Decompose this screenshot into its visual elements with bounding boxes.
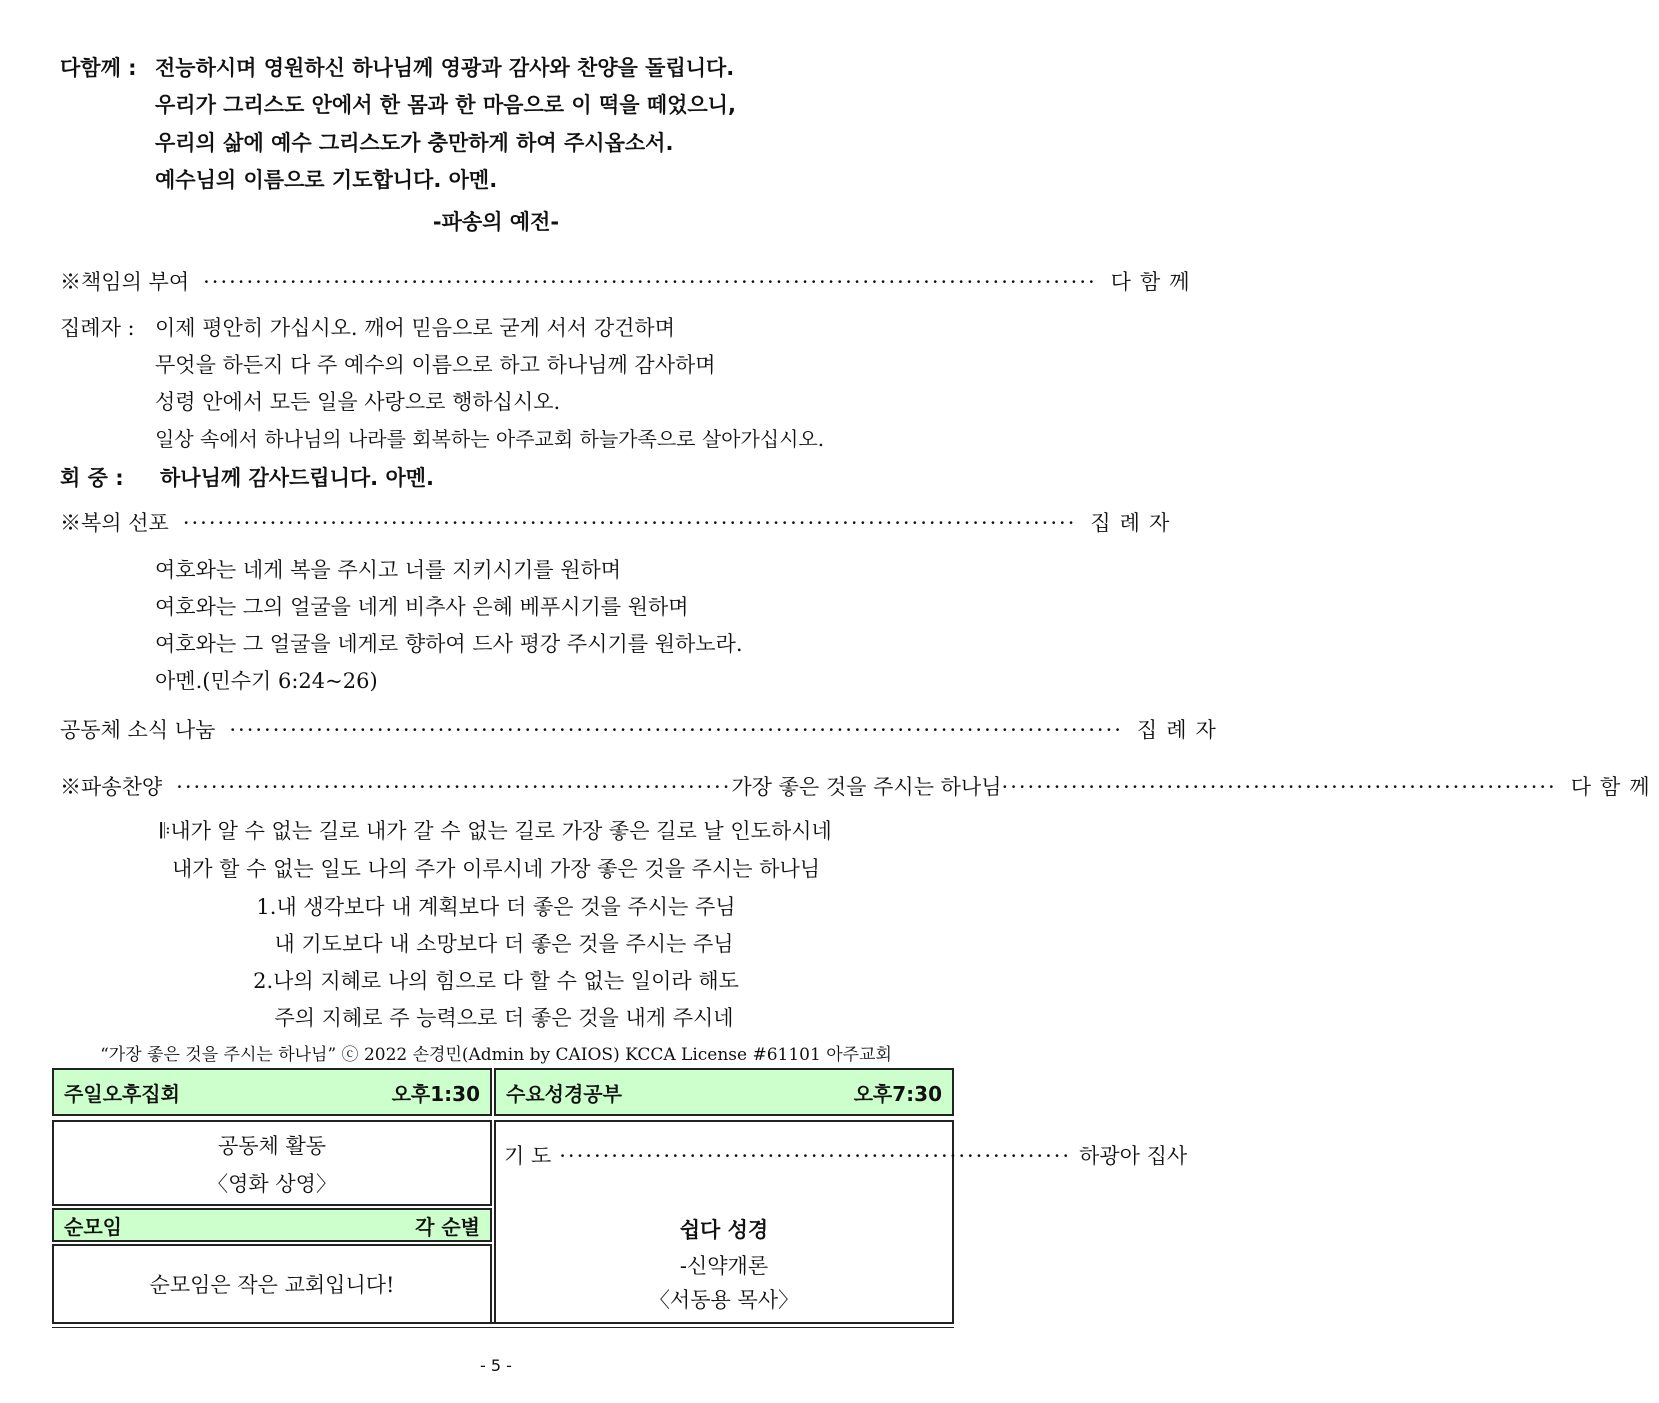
congregation-text: 하나님께 감사드립니다. 아멘. — [160, 466, 435, 490]
wednesday-time: 오후7:30 — [853, 1081, 942, 1106]
wednesday-title: 수요성경공부 — [506, 1081, 622, 1106]
hymn-row — [60, 771, 1659, 801]
news-label: 공동체 소식 나눔 — [60, 718, 216, 742]
hymn-title: 가장 좋은 것을 주시는 하나님 — [731, 775, 1002, 799]
sunday-line-2: 〈영화 상영〉 — [207, 1172, 337, 1196]
commission-label: ※책임의 부여 — [60, 270, 190, 294]
hymn-copyright: “가장 좋은 것을 주시는 하나님” ⓒ 2022 손경민(Admin by CAIOS) KCCA License #61101 아주교회 — [100, 1045, 892, 1065]
hymn-line-2: 내가 할 수 없는 일도 나의 주가 이루시네 가장 좋은 것을 주시는 하나님 — [171, 857, 821, 881]
congregation-speaker: 회 중 : — [60, 466, 124, 490]
leader-line-1: 이제 평안히 가십시오. 깨어 믿음으로 굳게 서서 강건하며 — [155, 316, 675, 340]
wednesday-prayer-row — [504, 1140, 1188, 1170]
leader-dots: ······································································································· — [229, 718, 1123, 742]
sunday-header — [52, 1068, 492, 1116]
leader-dots: ································································ — [1001, 775, 1557, 799]
leader-dots: ··························································· — [559, 1144, 1072, 1168]
sunday-body — [52, 1120, 492, 1206]
small-group-title: 순모임 — [64, 1214, 122, 1239]
leader-speaker: 집례자 : — [60, 316, 135, 340]
news-who: 집례자 — [1136, 718, 1225, 742]
leader-dots: ······································································································· — [182, 511, 1077, 535]
benediction-line-1: 여호와는 네게 복을 주시고 너를 지키시기를 원하며 — [155, 558, 622, 582]
benediction-line-2: 여호와는 그의 얼굴을 네게 비추사 은혜 베푸시기를 원하며 — [155, 595, 689, 619]
hymn-line-5: 2.나의 지혜로 나의 힘으로 다 할 수 없는 일이라 해도 — [253, 969, 739, 993]
benediction-line-3: 여호와는 그 얼굴을 네게로 향하여 드사 평강 주시기를 원하노라. — [155, 632, 743, 656]
prayer-line-1: 전능하시며 영원하신 하나님께 영광과 감사와 찬양을 돌립니다. — [155, 56, 735, 80]
sunday-line-1: 공동체 활동 — [217, 1134, 327, 1158]
small-group-body — [52, 1244, 492, 1324]
section-title: -파송의 예전- — [432, 210, 560, 234]
leader-dots: ······································································································· — [203, 270, 1097, 294]
news-row — [60, 714, 1225, 744]
benediction-line-4: 아멘.(민수기 6:24~26) — [155, 669, 378, 693]
hymn-line-6: 주의 지혜로 주 능력으로 더 좋은 것을 내게 주시네 — [274, 1006, 734, 1030]
benediction-row — [60, 507, 1179, 537]
page-number: - 5 - — [480, 1356, 512, 1375]
wednesday-header — [494, 1068, 954, 1116]
leader-line-4: 일상 속에서 하나님의 나라를 회복하는 아주교회 하늘가족으로 살아가십시오. — [155, 427, 825, 451]
sunday-time: 오후1:30 — [391, 1081, 480, 1106]
small-group-header — [52, 1208, 492, 1242]
wednesday-prayer-who: 하광아 집사 — [1079, 1144, 1188, 1168]
leader-dots: ································································ — [176, 775, 732, 799]
prayer-line-2: 우리가 그리스도 안에서 한 몸과 한 마음으로 이 떡을 떼었으니, — [155, 93, 736, 117]
bottom-rule — [52, 1322, 954, 1328]
small-group-right: 각 순별 — [415, 1214, 480, 1239]
small-group-text: 순모임은 작은 교회입니다! — [149, 1273, 395, 1297]
study-by: 〈서동용 목사〉 — [648, 1288, 800, 1312]
hymn-label: ※파송찬양 — [60, 775, 163, 799]
commission-row — [60, 266, 1199, 296]
hymn-line-3: 1.내 생각보다 내 계획보다 더 좋은 것을 주시는 주님 — [256, 895, 736, 919]
leader-line-2: 무엇을 하든지 다 주 예수의 이름으로 하고 하나님께 감사하며 — [155, 353, 716, 377]
schedule-grid — [52, 1068, 1188, 1326]
benediction-who: 집례자 — [1090, 511, 1179, 535]
commission-who: 다함께 — [1110, 270, 1199, 294]
prayer-line-4: 예수님의 이름으로 기도합니다. 아멘. — [155, 168, 498, 192]
prayer-speaker: 다함께 : — [60, 56, 137, 80]
sunday-title: 주일오후집회 — [64, 1081, 180, 1106]
hymn-who: 다함께 — [1570, 775, 1659, 799]
wednesday-prayer-label: 기 도 — [504, 1144, 552, 1168]
hymn-line-1: 𝄆내가 알 수 없는 길로 내가 갈 수 없는 길로 가장 좋은 길로 날 인도하시네 — [160, 819, 832, 843]
wednesday-body — [494, 1120, 1188, 1324]
study-sub: -신약개론 — [679, 1254, 769, 1278]
hymn-line-4: 내 기도보다 내 소망보다 더 좋은 것을 주시는 주님 — [274, 932, 734, 956]
prayer-line-3: 우리의 삶에 예수 그리스도가 충만하게 하여 주시옵소서. — [155, 131, 674, 155]
hymn-leader — [176, 771, 1557, 801]
study-title: 쉽다 성경 — [679, 1218, 769, 1242]
leader-line-3: 성령 안에서 모든 일을 사랑으로 행하십시오. — [155, 390, 561, 414]
benediction-label: ※복의 선포 — [60, 511, 169, 535]
